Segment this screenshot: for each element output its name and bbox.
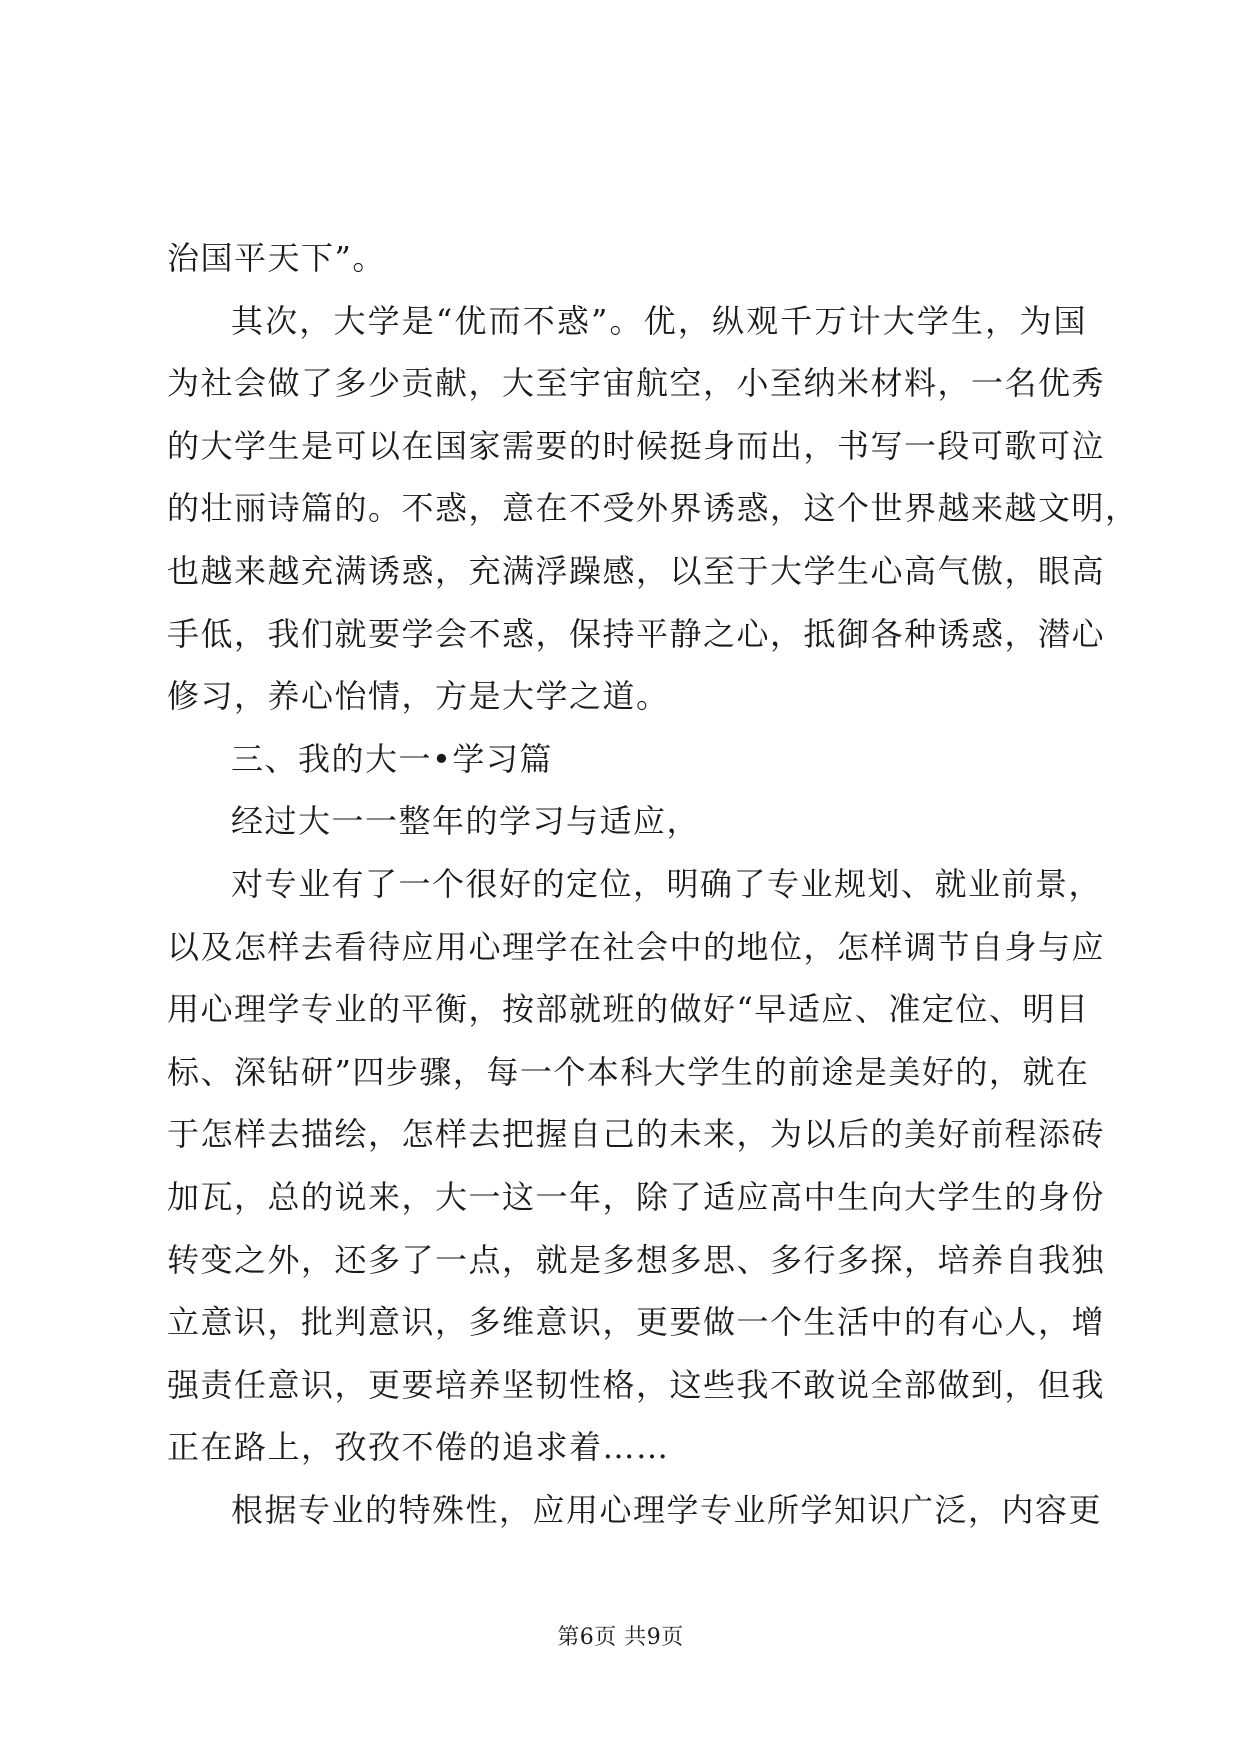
text-line: 手低，我们就要学会不惑，保持平静之心，抵御各种诱惑，潜心	[167, 614, 1106, 653]
text-line: 立意识，批判意识，多维意识，更要做一个生活中的有心人，增	[167, 1303, 1106, 1342]
text-line: 用心理学专业的平衡，按部就班的做好“早适应、准定位、明目	[167, 990, 1090, 1029]
text-line: 其次，大学是“优而不惑”。优，纵观千万计大学生，为国	[231, 301, 1087, 340]
text-line: 对专业有了一个很好的定位，明确了专业规划、就业前景，	[231, 864, 1103, 903]
text-line: 于怎样去描绘，怎样去把握自己的未来，为以后的美好前程添砖	[167, 1115, 1106, 1154]
text-line: 强责任意识，更要培养坚韧性格，这些我不敢说全部做到，但我	[167, 1365, 1106, 1404]
text-line: 正在路上，孜孜不倦的追求着……	[167, 1428, 670, 1467]
text-line: 为社会做了多少贡献，大至宇宙航空，小至纳米材料，一名优秀	[167, 364, 1106, 403]
text-line: 经过大一一整年的学习与适应，	[231, 802, 701, 841]
body-text	[167, 227, 1139, 1541]
text-line: 也越来越充满诱惑，充满浮躁感，以至于大学生心高气傲，眼高	[167, 551, 1106, 590]
text-line: 治国平天下”。	[167, 239, 386, 277]
text-line: 的大学生是可以在国家需要的时候挺身而出，书写一段可歌可泣	[167, 426, 1106, 465]
section-heading: 三、我的大一•学习篇	[231, 739, 553, 778]
page-number-footer: 第6页 共9页	[557, 1625, 684, 1650]
text-line: 根据专业的特殊性，应用心理学专业所学知识广泛，内容更	[231, 1490, 1103, 1529]
text-line: 的壮丽诗篇的。不惑，意在不受外界诱惑，这个世界越来越文明，	[167, 489, 1139, 528]
text-line: 标、深钻研”四步骤，每一个本科大学生的前途是美好的，就在	[167, 1052, 1090, 1091]
text-line: 修习，养心怡情，方是大学之道。	[167, 677, 670, 716]
text-line: 加瓦，总的说来，大一这一年，除了适应高中生向大学生的身份	[167, 1177, 1106, 1216]
text-line: 转变之外，还多了一点，就是多想多思、多行多探，培养自我独	[167, 1240, 1106, 1279]
text-line: 以及怎样去看待应用心理学在社会中的地位，怎样调节自身与应	[167, 927, 1106, 966]
